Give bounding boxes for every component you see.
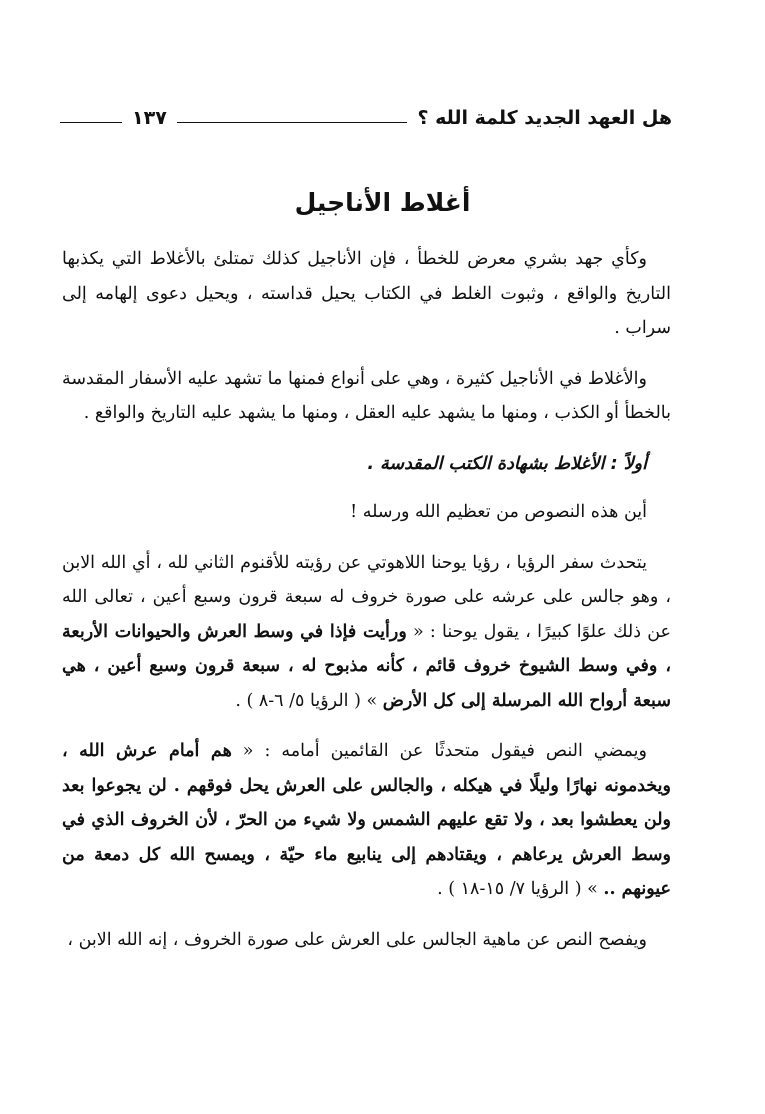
paragraph-6: ويفصح النص عن ماهية الجالس على العرش على صورة الخروف ، إنه الله الابن ، xyxy=(67,929,647,950)
header-rule-long xyxy=(177,122,408,123)
page-header xyxy=(60,98,672,138)
running-title: هل العهد الجديد كلمة الله ؟ xyxy=(417,107,672,129)
paragraph-4-intro: يتحدث سفر الرؤيا ، رؤيا يوحنا اللاهوتي عن رؤيته للأقنوم الثاني لله ، أي الله الابن ، وهو جالس على عرشه على صورة خروف له سبعة قرون وسبع أعين ، تعالى الله عن ذلك علوًا كبيرًا ، يقول يوحنا : « xyxy=(62,552,671,642)
paragraph-2: والأغلاط في الأناجيل كثيرة ، وهي على أنواع فمنها ما تشهد عليه الأسفار المقدسة بالخطأ أو الكذب ، ومنها ما يشهد عليه العقل ، ومنها ما يشهد عليه التاريخ والواقع . xyxy=(62,368,671,423)
paragraph-5-intro: ويمضي النص فيقول متحدثًا عن القائمين أمامه : « xyxy=(231,741,647,761)
paragraph-4 xyxy=(62,546,671,719)
header-rule-short xyxy=(60,122,122,123)
paragraph-4-quote: ورأيت فإذا في وسط العرش والحيوانات الأربعة ، وفي وسط الشيوخ خروف قائم ، كأنه مذبوح له ، سبعة قرون وسبع أعين ، هي سبعة أرواح الله المرسلة إلى كل الأرض xyxy=(62,621,671,711)
paragraph-5-quote: هم أمام عرش الله ، ويخدمونه نهارًا وليلًا في هيكله ، والجالس على العرش يحل فوقهم . لن يجوعوا بعد ولن يعطشوا بعد ، ولا تقع عليهم الشمس ولا شيء من الحرّ ، لأن الخروف الذي في وسط العرش يرعاهم ، ويقتادهم إلى ينابيع ماء حيّة ، ويمسح الله كل دمعة من عيونهم .. xyxy=(62,741,671,899)
section-subheading: أولاً : الأغلاط بشهادة الكتب المقدسة . xyxy=(367,453,647,474)
paragraph-4-reference: » ( الرؤيا ٥/ ٦-٨ ) . xyxy=(235,690,383,711)
paragraph-3: أين هذه النصوص من تعظيم الله ورسله ! xyxy=(350,502,647,522)
paragraph-5 xyxy=(62,734,671,907)
body-text xyxy=(62,242,671,957)
paragraph-1: وكأي جهد بشري معرض للخطأ ، فإن الأناجيل كذلك تمتلئ بالأغلاط التي يكذبها التاريخ والواقع ، وثبوت الغلط في الكتاب يحيل قداسته ، ويحيل دعوى إلهامه إلى سراب . xyxy=(62,249,671,338)
page-number: ١٣٧ xyxy=(132,107,167,129)
paragraph-5-reference: » ( الرؤيا ٧/ ١٥-١٨ ) . xyxy=(437,879,604,899)
chapter-title: أغلاط الأناجيل xyxy=(294,188,471,217)
